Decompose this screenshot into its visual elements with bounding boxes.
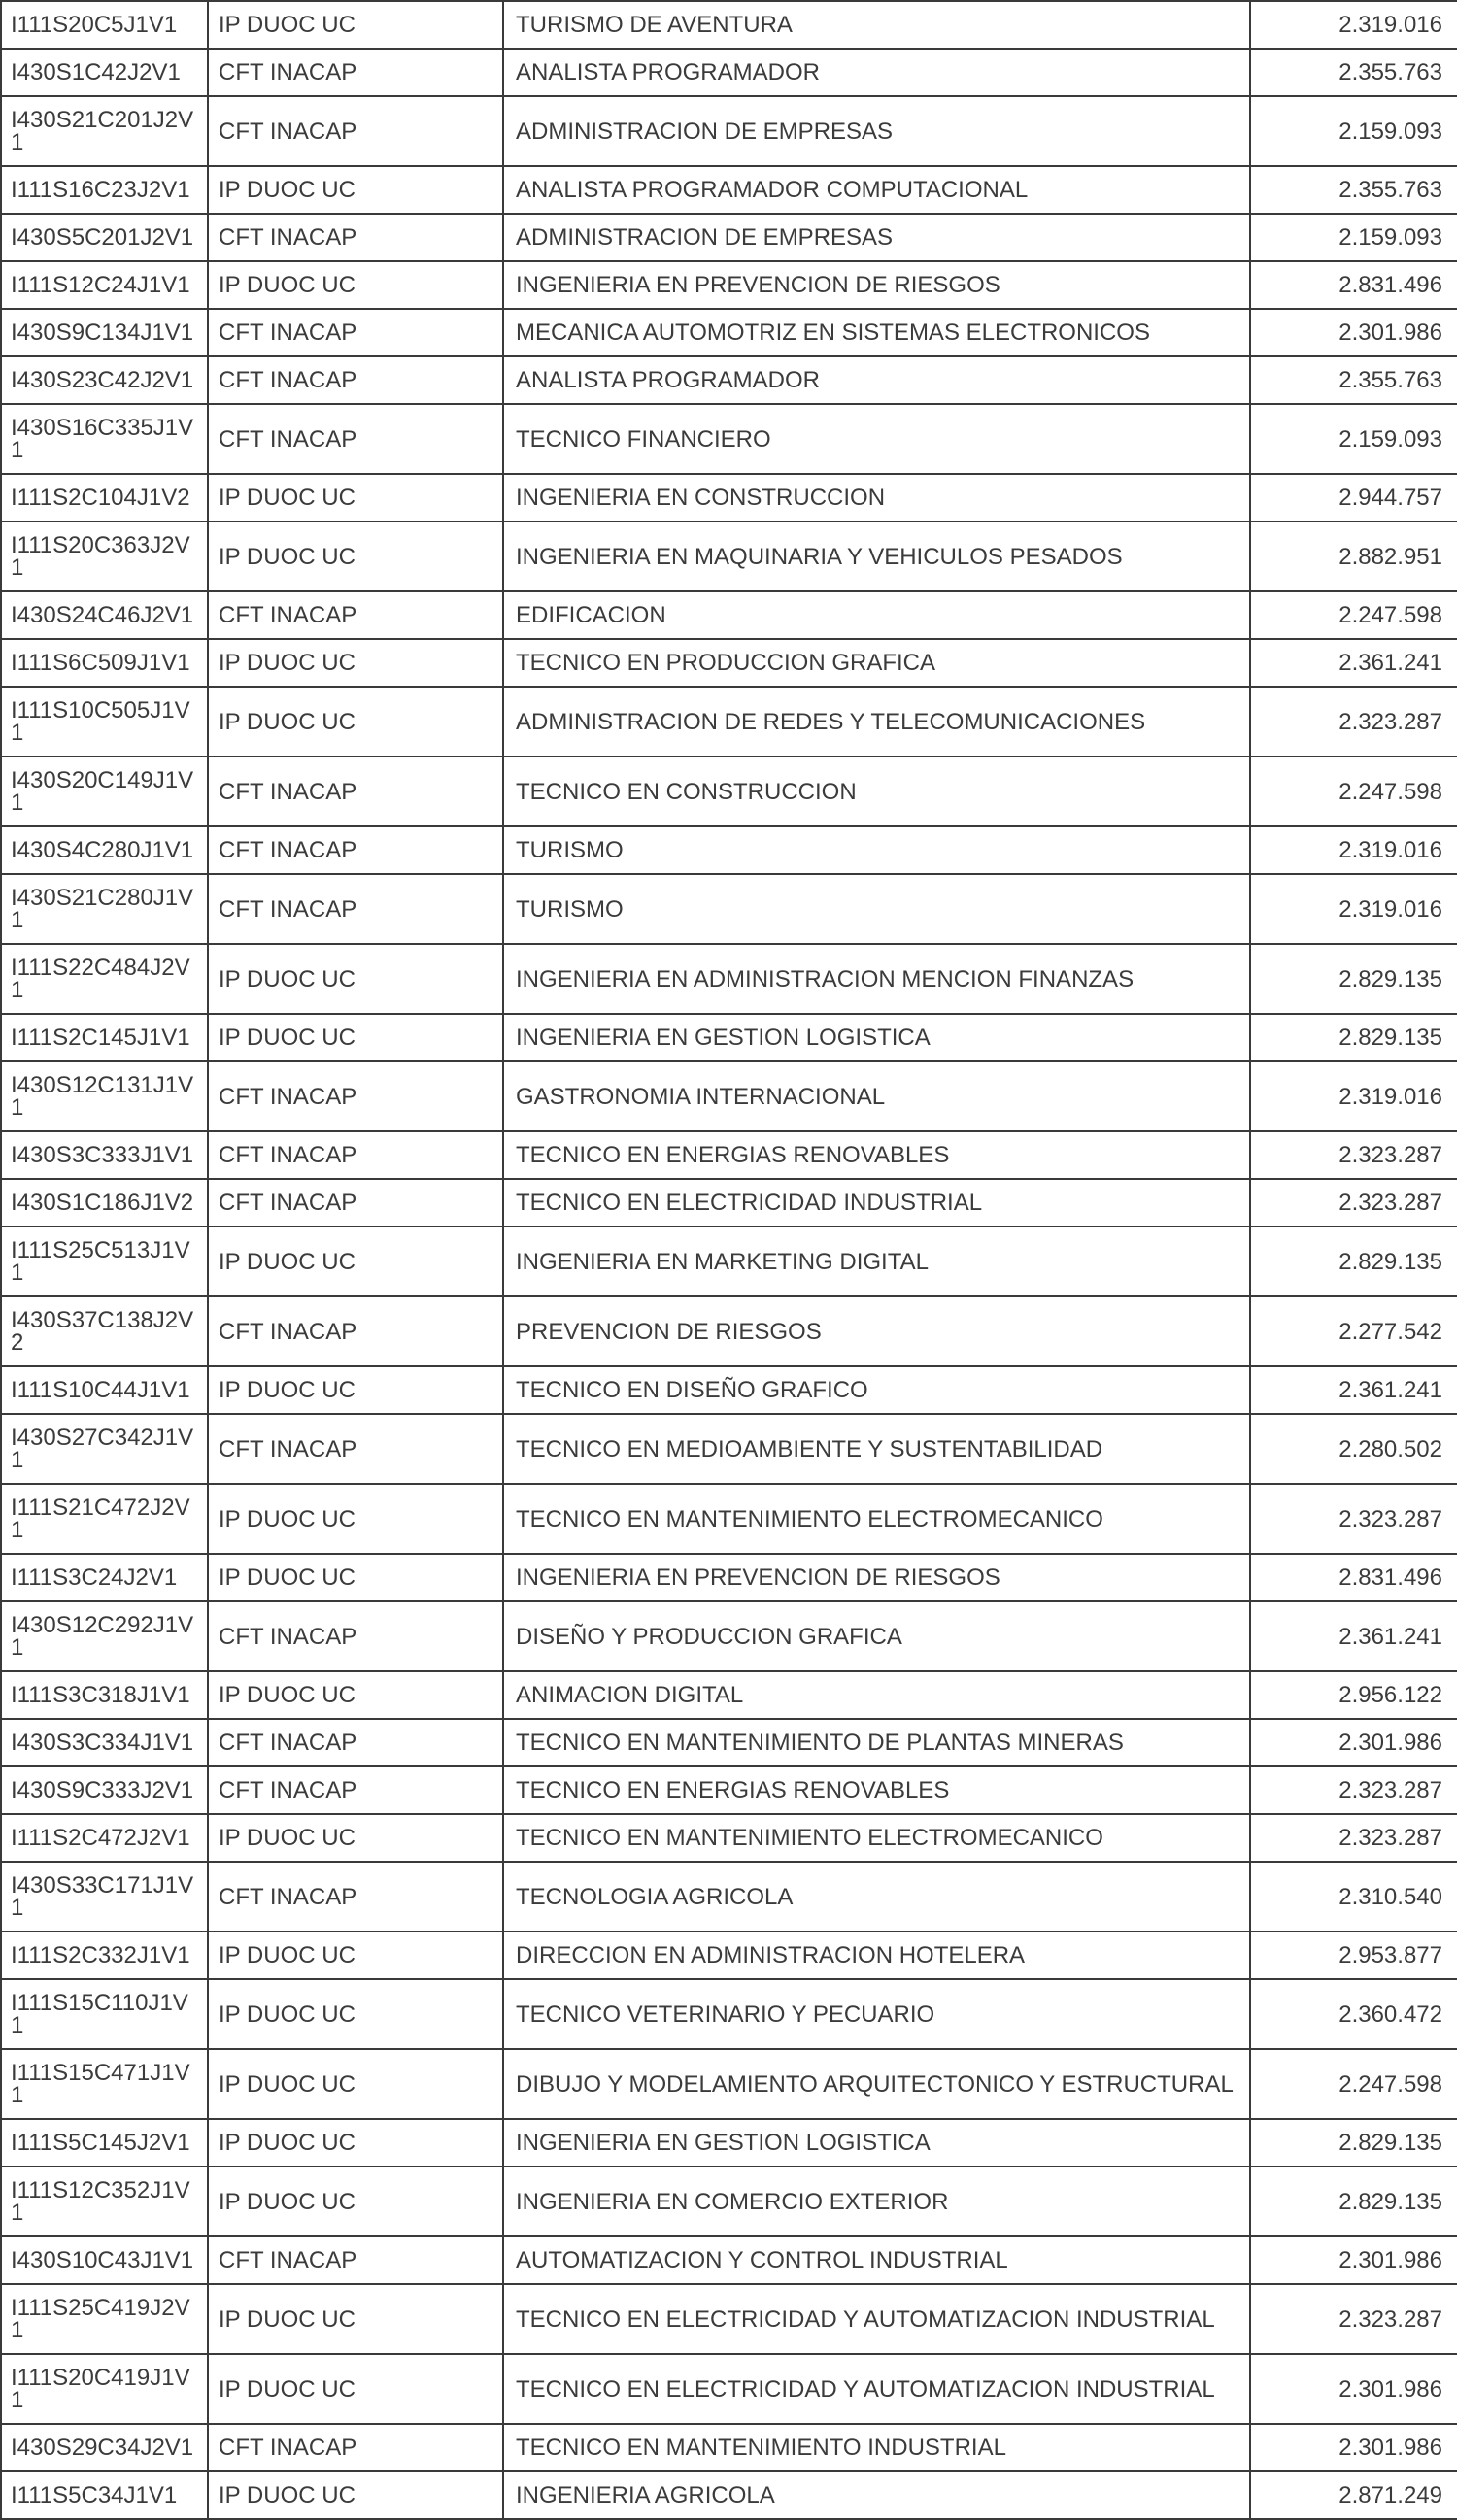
code-cell: I430S21C201J2V1 xyxy=(1,96,208,166)
code-cell: I111S10C505J1V1 xyxy=(1,687,208,756)
program-cell: INGENIERIA EN MARKETING DIGITAL xyxy=(503,1226,1250,1296)
institution-cell: CFT INACAP xyxy=(208,1601,503,1671)
institution-cell: IP DUOC UC xyxy=(208,1932,503,1979)
code-cell: I111S2C332J1V1 xyxy=(1,1932,208,1979)
institution-cell: IP DUOC UC xyxy=(208,2471,503,2519)
code-cell: I111S20C363J2V1 xyxy=(1,521,208,591)
value-cell: 2.323.287 xyxy=(1250,1131,1457,1179)
value-cell: 2.323.287 xyxy=(1250,1766,1457,1814)
code-cell: I111S5C34J1V1 xyxy=(1,2471,208,2519)
program-cell: TECNICO EN MANTENIMIENTO ELECTROMECANICO xyxy=(503,1814,1250,1862)
value-cell: 2.953.877 xyxy=(1250,1932,1457,1979)
institution-cell: IP DUOC UC xyxy=(208,639,503,687)
value-cell: 2.882.951 xyxy=(1250,521,1457,591)
value-cell: 2.247.598 xyxy=(1250,756,1457,826)
program-cell: TECNICO EN ENERGIAS RENOVABLES xyxy=(503,1131,1250,1179)
value-cell: 2.355.763 xyxy=(1250,356,1457,404)
program-cell: INGENIERIA EN PREVENCION DE RIESGOS xyxy=(503,261,1250,309)
code-cell: I111S15C110J1V1 xyxy=(1,1979,208,2049)
table-row xyxy=(1,2284,1457,2354)
institution-cell: CFT INACAP xyxy=(208,1061,503,1131)
code-cell: I111S10C44J1V1 xyxy=(1,1366,208,1414)
institution-cell: CFT INACAP xyxy=(208,1179,503,1226)
program-cell: TECNICO EN DISEÑO GRAFICO xyxy=(503,1366,1250,1414)
program-cell: PREVENCION DE RIESGOS xyxy=(503,1296,1250,1366)
institution-cell: IP DUOC UC xyxy=(208,1226,503,1296)
code-cell: I430S10C43J1V1 xyxy=(1,2236,208,2284)
institution-cell: IP DUOC UC xyxy=(208,2284,503,2354)
code-cell: I430S21C280J1V1 xyxy=(1,874,208,944)
value-cell: 2.323.287 xyxy=(1250,2284,1457,2354)
code-cell: I111S12C24J1V1 xyxy=(1,261,208,309)
value-cell: 2.871.249 xyxy=(1250,2471,1457,2519)
program-cell: TECNICO FINANCIERO xyxy=(503,404,1250,474)
table-row xyxy=(1,1554,1457,1601)
table-row xyxy=(1,2471,1457,2519)
value-cell: 2.301.986 xyxy=(1250,309,1457,356)
program-cell: ADMINISTRACION DE EMPRESAS xyxy=(503,96,1250,166)
table-row xyxy=(1,1414,1457,1484)
institution-cell: CFT INACAP xyxy=(208,1414,503,1484)
code-cell: I430S4C280J1V1 xyxy=(1,826,208,874)
institution-cell: IP DUOC UC xyxy=(208,521,503,591)
value-cell: 2.301.986 xyxy=(1250,2354,1457,2424)
program-cell: TECNICO EN MANTENIMIENTO ELECTROMECANICO xyxy=(503,1484,1250,1554)
code-cell: I430S12C292J1V1 xyxy=(1,1601,208,1671)
table-row xyxy=(1,49,1457,96)
value-cell: 2.829.135 xyxy=(1250,2119,1457,2167)
program-cell: INGENIERIA EN MAQUINARIA Y VEHICULOS PESADOS xyxy=(503,521,1250,591)
program-cell: INGENIERIA EN CONSTRUCCION xyxy=(503,474,1250,521)
institution-cell: CFT INACAP xyxy=(208,826,503,874)
institution-cell: IP DUOC UC xyxy=(208,1,503,49)
program-cell: MECANICA AUTOMOTRIZ EN SISTEMAS ELECTRONICOS xyxy=(503,309,1250,356)
value-cell: 2.355.763 xyxy=(1250,49,1457,96)
table-row xyxy=(1,1719,1457,1766)
table-row xyxy=(1,756,1457,826)
value-cell: 2.829.135 xyxy=(1250,1014,1457,1061)
program-cell: GASTRONOMIA INTERNACIONAL xyxy=(503,1061,1250,1131)
table-row xyxy=(1,1,1457,49)
code-cell: I111S2C104J1V2 xyxy=(1,474,208,521)
value-cell: 2.159.093 xyxy=(1250,96,1457,166)
code-cell: I430S33C171J1V1 xyxy=(1,1862,208,1932)
code-cell: I430S20C149J1V1 xyxy=(1,756,208,826)
program-cell: INGENIERIA EN COMERCIO EXTERIOR xyxy=(503,2167,1250,2236)
value-cell: 2.323.287 xyxy=(1250,1179,1457,1226)
code-cell: I111S22C484J2V1 xyxy=(1,944,208,1014)
institution-cell: IP DUOC UC xyxy=(208,166,503,214)
program-cell: ANALISTA PROGRAMADOR xyxy=(503,49,1250,96)
program-cell: TECNOLOGIA AGRICOLA xyxy=(503,1862,1250,1932)
institution-cell: CFT INACAP xyxy=(208,591,503,639)
value-cell: 2.301.986 xyxy=(1250,2236,1457,2284)
value-cell: 2.247.598 xyxy=(1250,591,1457,639)
table-row xyxy=(1,261,1457,309)
code-cell: I111S6C509J1V1 xyxy=(1,639,208,687)
code-cell: I430S27C342J1V1 xyxy=(1,1414,208,1484)
institution-cell: IP DUOC UC xyxy=(208,474,503,521)
value-cell: 2.277.542 xyxy=(1250,1296,1457,1366)
value-cell: 2.319.016 xyxy=(1250,826,1457,874)
institution-cell: IP DUOC UC xyxy=(208,2354,503,2424)
table-row xyxy=(1,1131,1457,1179)
institution-cell: IP DUOC UC xyxy=(208,2049,503,2119)
code-cell: I430S1C42J2V1 xyxy=(1,49,208,96)
code-cell: I111S3C24J2V1 xyxy=(1,1554,208,1601)
table-row xyxy=(1,2119,1457,2167)
table-row xyxy=(1,2354,1457,2424)
value-cell: 2.355.763 xyxy=(1250,166,1457,214)
value-cell: 2.361.241 xyxy=(1250,639,1457,687)
value-cell: 2.956.122 xyxy=(1250,1671,1457,1719)
institution-cell: CFT INACAP xyxy=(208,2236,503,2284)
value-cell: 2.301.986 xyxy=(1250,1719,1457,1766)
code-cell: I430S9C333J2V1 xyxy=(1,1766,208,1814)
institution-cell: IP DUOC UC xyxy=(208,1366,503,1414)
institution-cell: CFT INACAP xyxy=(208,404,503,474)
table-row xyxy=(1,687,1457,756)
code-cell: I111S20C5J1V1 xyxy=(1,1,208,49)
code-cell: I111S21C472J2V1 xyxy=(1,1484,208,1554)
institution-cell: CFT INACAP xyxy=(208,356,503,404)
value-cell: 2.159.093 xyxy=(1250,404,1457,474)
table-row xyxy=(1,1862,1457,1932)
table-row xyxy=(1,1226,1457,1296)
value-cell: 2.159.093 xyxy=(1250,214,1457,261)
institution-cell: CFT INACAP xyxy=(208,1719,503,1766)
program-cell: INGENIERIA EN GESTION LOGISTICA xyxy=(503,1014,1250,1061)
value-cell: 2.360.472 xyxy=(1250,1979,1457,2049)
program-cell: ADMINISTRACION DE EMPRESAS xyxy=(503,214,1250,261)
table-row xyxy=(1,1179,1457,1226)
code-cell: I430S23C42J2V1 xyxy=(1,356,208,404)
table-row xyxy=(1,2424,1457,2471)
institution-cell: CFT INACAP xyxy=(208,96,503,166)
table-row xyxy=(1,2167,1457,2236)
institution-cell: IP DUOC UC xyxy=(208,261,503,309)
table-row xyxy=(1,826,1457,874)
code-cell: I111S20C419J1V1 xyxy=(1,2354,208,2424)
table-row xyxy=(1,639,1457,687)
program-cell: EDIFICACION xyxy=(503,591,1250,639)
table-row xyxy=(1,521,1457,591)
program-cell: TURISMO xyxy=(503,826,1250,874)
institution-cell: CFT INACAP xyxy=(208,1296,503,1366)
value-cell: 2.829.135 xyxy=(1250,2167,1457,2236)
program-cell: TECNICO EN ENERGIAS RENOVABLES xyxy=(503,1766,1250,1814)
program-cell: TECNICO EN ELECTRICIDAD INDUSTRIAL xyxy=(503,1179,1250,1226)
program-cell: ANIMACION DIGITAL xyxy=(503,1671,1250,1719)
program-cell: TECNICO VETERINARIO Y PECUARIO xyxy=(503,1979,1250,2049)
program-cell: TECNICO EN MANTENIMIENTO DE PLANTAS MINERAS xyxy=(503,1719,1250,1766)
table-row xyxy=(1,1766,1457,1814)
program-cell: TECNICO EN ELECTRICIDAD Y AUTOMATIZACION INDUSTRIAL xyxy=(503,2284,1250,2354)
institution-cell: CFT INACAP xyxy=(208,1131,503,1179)
table-row xyxy=(1,1979,1457,2049)
institution-cell: IP DUOC UC xyxy=(208,1554,503,1601)
institution-cell: CFT INACAP xyxy=(208,214,503,261)
value-cell: 2.829.135 xyxy=(1250,1226,1457,1296)
table-row xyxy=(1,1484,1457,1554)
institution-cell: CFT INACAP xyxy=(208,309,503,356)
value-cell: 2.831.496 xyxy=(1250,1554,1457,1601)
table-row xyxy=(1,1366,1457,1414)
code-cell: I430S24C46J2V1 xyxy=(1,591,208,639)
program-cell: TECNICO EN ELECTRICIDAD Y AUTOMATIZACION INDUSTRIAL xyxy=(503,2354,1250,2424)
table-row xyxy=(1,96,1457,166)
value-cell: 2.361.241 xyxy=(1250,1601,1457,1671)
table-row xyxy=(1,1932,1457,1979)
value-cell: 2.319.016 xyxy=(1250,874,1457,944)
table-row xyxy=(1,2236,1457,2284)
institution-cell: CFT INACAP xyxy=(208,874,503,944)
table-row xyxy=(1,874,1457,944)
program-cell: ANALISTA PROGRAMADOR COMPUTACIONAL xyxy=(503,166,1250,214)
code-cell: I430S16C335J1V1 xyxy=(1,404,208,474)
table-row xyxy=(1,1601,1457,1671)
code-cell: I430S5C201J2V1 xyxy=(1,214,208,261)
table-row xyxy=(1,1671,1457,1719)
table-row xyxy=(1,591,1457,639)
table-body xyxy=(1,1,1457,2519)
institution-cell: CFT INACAP xyxy=(208,2424,503,2471)
code-cell: I430S3C333J1V1 xyxy=(1,1131,208,1179)
institution-cell: IP DUOC UC xyxy=(208,1014,503,1061)
value-cell: 2.323.287 xyxy=(1250,1814,1457,1862)
code-cell: I430S1C186J1V2 xyxy=(1,1179,208,1226)
program-cell: TECNICO EN MEDIOAMBIENTE Y SUSTENTABILIDAD xyxy=(503,1414,1250,1484)
code-cell: I430S37C138J2V2 xyxy=(1,1296,208,1366)
table-row xyxy=(1,1061,1457,1131)
code-cell: I111S25C419J2V1 xyxy=(1,2284,208,2354)
institution-cell: IP DUOC UC xyxy=(208,1814,503,1862)
value-cell: 2.944.757 xyxy=(1250,474,1457,521)
value-cell: 2.301.986 xyxy=(1250,2424,1457,2471)
institution-cell: IP DUOC UC xyxy=(208,944,503,1014)
program-cell: TURISMO DE AVENTURA xyxy=(503,1,1250,49)
institution-cell: IP DUOC UC xyxy=(208,2119,503,2167)
value-cell: 2.361.241 xyxy=(1250,1366,1457,1414)
value-cell: 2.310.540 xyxy=(1250,1862,1457,1932)
value-cell: 2.247.598 xyxy=(1250,2049,1457,2119)
code-cell: I430S29C34J2V1 xyxy=(1,2424,208,2471)
institution-cell: CFT INACAP xyxy=(208,756,503,826)
code-cell: I111S5C145J2V1 xyxy=(1,2119,208,2167)
program-cell: ANALISTA PROGRAMADOR xyxy=(503,356,1250,404)
value-cell: 2.323.287 xyxy=(1250,1484,1457,1554)
program-cell: TECNICO EN CONSTRUCCION xyxy=(503,756,1250,826)
code-cell: I111S2C472J2V1 xyxy=(1,1814,208,1862)
code-cell: I111S15C471J1V1 xyxy=(1,2049,208,2119)
program-cell: DISEÑO Y PRODUCCION GRAFICA xyxy=(503,1601,1250,1671)
code-cell: I111S3C318J1V1 xyxy=(1,1671,208,1719)
program-cell: DIRECCION EN ADMINISTRACION HOTELERA xyxy=(503,1932,1250,1979)
program-cell: TECNICO EN MANTENIMIENTO INDUSTRIAL xyxy=(503,2424,1250,2471)
institution-cell: CFT INACAP xyxy=(208,1862,503,1932)
program-cell: AUTOMATIZACION Y CONTROL INDUSTRIAL xyxy=(503,2236,1250,2284)
code-cell: I111S2C145J1V1 xyxy=(1,1014,208,1061)
code-cell: I111S12C352J1V1 xyxy=(1,2167,208,2236)
code-cell: I430S12C131J1V1 xyxy=(1,1061,208,1131)
table-row xyxy=(1,309,1457,356)
value-cell: 2.829.135 xyxy=(1250,944,1457,1014)
table-row xyxy=(1,1014,1457,1061)
value-cell: 2.323.287 xyxy=(1250,687,1457,756)
value-cell: 2.831.496 xyxy=(1250,261,1457,309)
institution-cell: IP DUOC UC xyxy=(208,687,503,756)
code-cell: I430S9C134J1V1 xyxy=(1,309,208,356)
table-row xyxy=(1,166,1457,214)
institution-cell: CFT INACAP xyxy=(208,1766,503,1814)
institution-cell: IP DUOC UC xyxy=(208,1484,503,1554)
table-row xyxy=(1,1814,1457,1862)
table-row xyxy=(1,474,1457,521)
program-cell: TECNICO EN PRODUCCION GRAFICA xyxy=(503,639,1250,687)
institution-cell: IP DUOC UC xyxy=(208,1979,503,2049)
program-cell: INGENIERIA EN GESTION LOGISTICA xyxy=(503,2119,1250,2167)
table-row xyxy=(1,1296,1457,1366)
code-cell: I430S3C334J1V1 xyxy=(1,1719,208,1766)
table-row xyxy=(1,944,1457,1014)
program-cell: INGENIERIA EN ADMINISTRACION MENCION FINANZAS xyxy=(503,944,1250,1014)
value-cell: 2.319.016 xyxy=(1250,1061,1457,1131)
code-cell: I111S25C513J1V1 xyxy=(1,1226,208,1296)
table-row xyxy=(1,2049,1457,2119)
program-cell: TURISMO xyxy=(503,874,1250,944)
institution-cell: IP DUOC UC xyxy=(208,2167,503,2236)
program-cell: DIBUJO Y MODELAMIENTO ARQUITECTONICO Y ESTRUCTURAL xyxy=(503,2049,1250,2119)
table-row xyxy=(1,214,1457,261)
program-cell: INGENIERIA AGRICOLA xyxy=(503,2471,1250,2519)
table-row xyxy=(1,404,1457,474)
program-cell: ADMINISTRACION DE REDES Y TELECOMUNICACIONES xyxy=(503,687,1250,756)
program-cell: INGENIERIA EN PREVENCION DE RIESGOS xyxy=(503,1554,1250,1601)
institution-cell: IP DUOC UC xyxy=(208,1671,503,1719)
value-cell: 2.319.016 xyxy=(1250,1,1457,49)
value-cell: 2.280.502 xyxy=(1250,1414,1457,1484)
table-row xyxy=(1,356,1457,404)
institution-cell: CFT INACAP xyxy=(208,49,503,96)
code-cell: I111S16C23J2V1 xyxy=(1,166,208,214)
